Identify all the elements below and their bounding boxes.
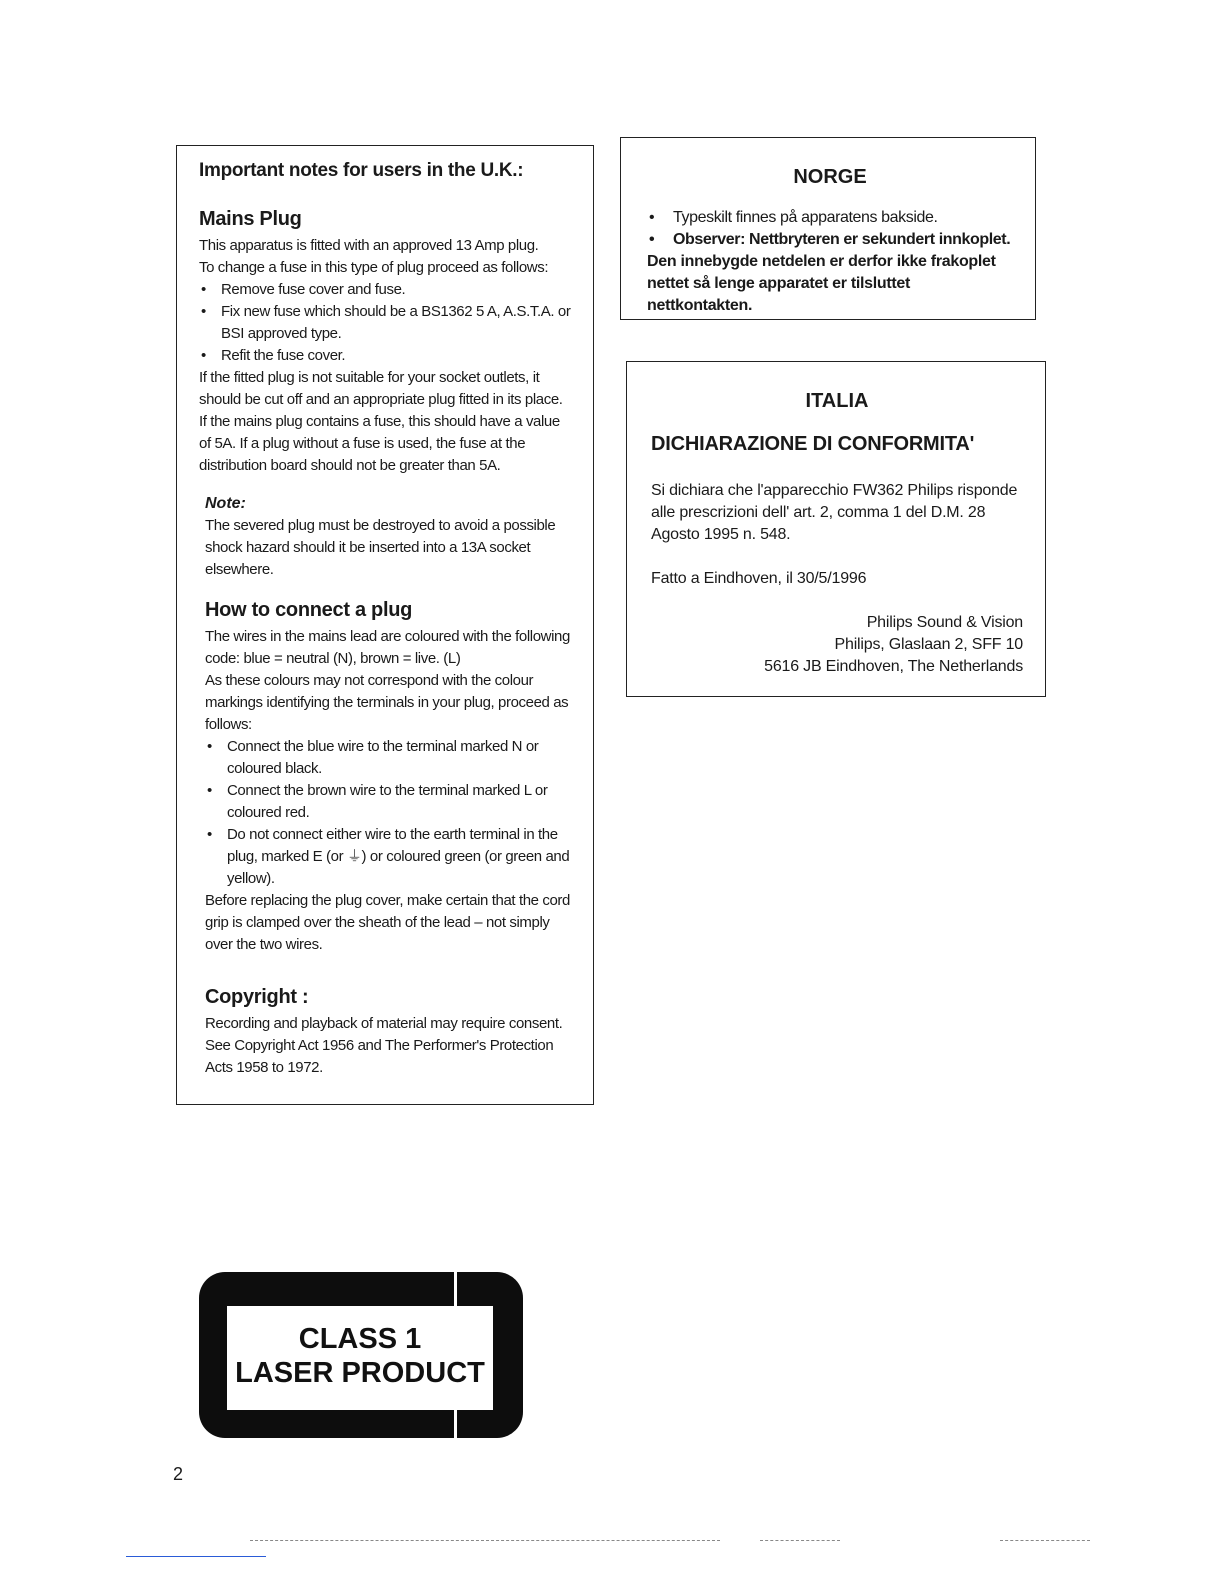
label-tick xyxy=(454,1410,457,1438)
scan-artifact-line xyxy=(760,1540,840,1542)
list-item: • Fix new fuse which should be a BS1362 5 A, A.S.T.A. or BSI approved type. xyxy=(199,301,575,345)
italia-box xyxy=(626,361,1046,697)
list-item: • Remove fuse cover and fuse. xyxy=(199,279,575,301)
address-line: 5616 JB Eindhoven, The Netherlands xyxy=(764,658,1023,675)
connect-para-2: As these colours may not correspond with the colour markings identifying the terminals in your plug, proceed as follows: xyxy=(205,672,569,733)
label-tick xyxy=(454,1272,457,1306)
uk-notes-box xyxy=(176,145,594,1105)
italia-title: ITALIA xyxy=(805,390,869,412)
scan-artifact-line xyxy=(250,1540,720,1542)
laser-product-label xyxy=(199,1272,523,1438)
connect-para-3: Before replacing the plug cover, make certain that the cord grip is clamped over the sheath of the lead – not simply over the two wires. xyxy=(205,892,570,953)
italia-text: Si dichiara che l'apparecchio FW362 Philips risponde alle prescrizioni dell' art. 2, comma 1 del D.M. 28 Agosto 1995 n. 548. xyxy=(651,482,1018,543)
norge-title: NORGE xyxy=(793,166,867,188)
address-line: Philips, Glaslaan 2, SFF 10 xyxy=(834,636,1023,653)
list-item: • Connect the brown wire to the terminal marked L or coloured red. xyxy=(205,780,575,824)
mains-plug-steps xyxy=(199,279,575,367)
norge-text: Den innebygde netdelen er derfor ikke frakoplet nettet så lenge apparatet er tilsluttet nettkontakten. xyxy=(647,253,996,314)
list-item: • Do not connect either wire to the earth terminal in the plug, marked E (or ⏚) or coloured green (or green and yellow). xyxy=(205,824,575,890)
page-number: 2 xyxy=(173,1464,184,1484)
address-line: Philips Sound & Vision xyxy=(866,614,1023,631)
italia-place-date: Fatto a Eindhoven, il 30/5/1996 xyxy=(651,570,867,587)
laser-label-inner xyxy=(227,1306,493,1410)
mains-plug-para-2: If the mains plug contains a fuse, this should have a value of 5A. If a plug without a fuse is used, the fuse at the distribution board should not be greater than 5A. xyxy=(199,413,560,474)
connect-para-1: The wires in the mains lead are coloured with the following code: blue = neutral (N), brown = live. (L) xyxy=(205,628,570,667)
connect-steps xyxy=(205,736,575,890)
list-item: • Typeskilt finnes på apparatens bakside. xyxy=(647,207,1013,229)
note-text: The severed plug must be destroyed to avoid a possible shock hazard should it be inserted into a 13A socket elsewhere. xyxy=(205,517,556,578)
mains-plug-para-1: If the fitted plug is not suitable for your socket outlets, it should be cut off and an appropriate plug fitted in its place. xyxy=(199,369,563,408)
connect-plug-body xyxy=(205,626,575,956)
connect-plug-title: How to connect a plug xyxy=(205,599,413,621)
uk-heading: Important notes for users in the U.K.: xyxy=(199,160,524,181)
norge-list xyxy=(647,207,1013,251)
copyright-text: Recording and playback of material may require consent. See Copyright Act 1956 and The Performer's Protection Acts 1958 to 1972. xyxy=(205,1015,563,1076)
norge-box xyxy=(620,137,1036,320)
blue-rule xyxy=(126,1556,266,1557)
list-item: • Refit the fuse cover. xyxy=(199,345,575,367)
mains-plug-title: Mains Plug xyxy=(199,208,302,230)
list-item: • Observer: Nettbryteren er sekundert innkoplet. xyxy=(647,229,1013,251)
scan-artifact-line xyxy=(1000,1540,1090,1542)
list-item: • Connect the blue wire to the terminal marked N or coloured black. xyxy=(205,736,575,780)
laser-label-line-2: LASER PRODUCT xyxy=(235,1357,485,1389)
italia-subtitle: DICHIARAZIONE DI CONFORMITA' xyxy=(651,433,975,455)
mains-plug-intro-2: To change a fuse in this type of plug proceed as follows: xyxy=(199,259,549,276)
mains-plug-intro-1: This apparatus is fitted with an approved 13 Amp plug. xyxy=(199,237,539,254)
laser-label-line-1: CLASS 1 xyxy=(298,1323,422,1355)
copyright-title: Copyright : xyxy=(205,986,309,1008)
note-title: Note: xyxy=(205,495,246,512)
